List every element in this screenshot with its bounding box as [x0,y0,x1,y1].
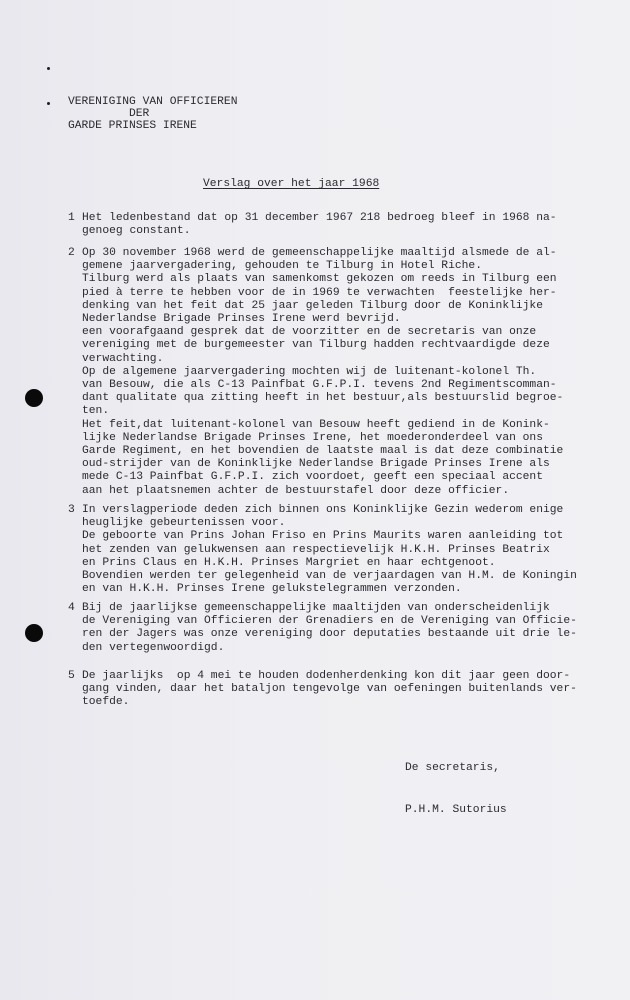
punch-hole [25,624,43,642]
item-number: 4 [68,602,75,614]
signature-name: P.H.M. Sutorius [405,804,507,816]
item-text: Bij de jaarlijkse gemeenschappelijke maaltijden van onderscheidenlijk de Vereniging van Officieren der Grenadiers en de Vereniging van Officie- ren der Jagers was onze vereniging door deputaties bestaande uit drie le- den vertegenwoordigd. [82,602,577,654]
item-number: 1 [68,212,75,224]
letterhead-line-2: DER [129,108,150,120]
item-text: Het ledenbestand dat op 31 december 1967 218 bedroeg bleef in 1968 na- genoeg constant. [82,212,557,238]
item-number: 2 [68,247,75,259]
item-number: 3 [68,504,75,516]
document-title: Verslag over het jaar 1968 [203,178,380,190]
punch-hole [25,389,43,407]
speck-mark [47,67,50,70]
letterhead-line-1: VERENIGING VAN OFFICIEREN [68,96,238,108]
letterhead-line-3: GARDE PRINSES IRENE [68,120,197,132]
item-text: In verslagperiode deden zich binnen ons Koninklijke Gezin wederom enige heuglijke gebeurtenissen voor. De geboorte van Prins Johan Friso en Prins Maurits waren aanleiding tot het zenden van gelukwensen aan respectievelijk H.K.H. Prinses Beatrix en Prins Claus en H.K.H. Prinses Margriet en haar echtgenoot. Bovendien werden ter gelegenheid van de verjaardagen van H.M. de Koningin en van H.K.H. Prinses Irene gelukstelegrammen verzonden. [82,504,577,596]
item-text: De jaarlijks op 4 mei te houden dodenherdenking kon dit jaar geen door- gang vinden, daar het bataljon tengevolge van oefeningen buitenlands ver- toefde. [82,670,577,709]
item-number: 5 [68,670,75,682]
item-text: Op 30 november 1968 werd de gemeenschappelijke maaltijd alsmede de al- gemene jaarvergadering, gehouden te Tilburg in Hotel Riche. Tilburg werd als plaats van samenkomst gekozen om reeds in Tilburg een pied à terre te hebben voor de in 1969 te verwachten feestelijke her- denking van het feit dat 25 jaar geleden Tilburg door de Koninklijke Nederlandse Brigade Prinses Irene werd bevrijd. een voorafgaand gesprek dat de voorzitter en de secretaris van onze vereniging met de burgemeester van Tilburg hadden rechtvaardigde deze verwachting. Op de algemene jaarvergadering mochten wij de luitenant-kolonel Th. van Besouw, die als C-13 Painfbat G.F.P.I. tevens 2nd Regimentscomman- dant qualitate qua zitting heeft in het bestuur,als bestuurslid begroe- ten. Het feit,dat luitenant-kolonel van Besouw heeft gediend in de Konink- lijke Nederlandse Brigade Prinses Irene, het moederonderdeel van ons Garde Regiment, en het bovendien de laatste maal is dat deze combinatie oud-strijder van de Koninklijke Nederlandse Brigade Prinses Irene als mede C-13 Painfbat G.F.P.I. zich voordoet, geeft een speciaal accent aan het plaatsnemen achter de bestuurstafel door deze officier. [82,247,564,497]
signature-closing: De secretaris, [405,762,500,774]
speck-mark [47,102,50,105]
